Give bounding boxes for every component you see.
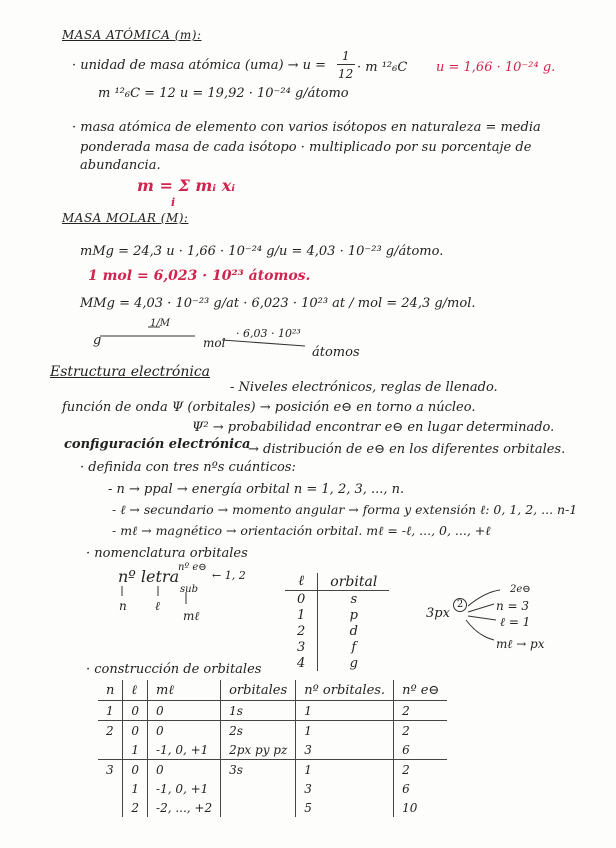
quantum-number-n: - n → ppal → energía orbital n = 1, 2, 3, ..., n. (108, 482, 405, 497)
col-header-l: ℓ (123, 680, 148, 701)
conversion-atoms: átomos (312, 345, 360, 360)
conversion-mol: mol (203, 336, 226, 350)
table-cell: d (349, 623, 358, 639)
table-cell: 0 (148, 721, 221, 741)
table-cell: 3 (296, 779, 394, 798)
fraction-numerator: 1 (342, 49, 350, 63)
table-cell: 1 (123, 779, 148, 798)
table-row (98, 760, 447, 780)
construction-title: · construcción de orbitales (86, 662, 262, 677)
table-cell (221, 779, 296, 798)
table-cell: 0 (148, 701, 221, 721)
avogadro-definition: 1 mol = 6,023 · 10²³ átomos. (88, 268, 311, 284)
nomenclature-arrow: ← 1, 2 (212, 569, 246, 582)
letter-table-header-orbital: orbital (318, 573, 390, 591)
table-row (98, 779, 447, 798)
table-row (98, 798, 447, 817)
table-cell: 0 (123, 721, 148, 741)
quantum-number-l: - ℓ → secundario → momento angular → forma y extensión ℓ: 0, 1, 2, ... n-1 (112, 502, 578, 517)
isotope-text-1: · masa atómica de elemento con varios isótopos en naturaleza = media (72, 120, 541, 135)
table-cell: s (350, 591, 358, 607)
example-ml: mℓ → px (496, 637, 545, 651)
table-cell: f (351, 639, 357, 655)
nomenclature-formula: nº letra (118, 567, 180, 586)
nomenclature-label-l: ℓ (155, 599, 160, 613)
table-cell: 5 (296, 798, 394, 817)
config-definition: → distribución de e⊖ en los diferentes orbitales. (248, 442, 566, 457)
letter-table-header-l: ℓ (285, 573, 318, 591)
table-cell: 1 (296, 760, 394, 780)
col-header-ml: mℓ (148, 680, 221, 701)
table-cell: 0 (285, 591, 318, 608)
table-cell: 2 (123, 798, 148, 817)
table-cell: 3s (221, 760, 296, 780)
table-cell: 4 (285, 655, 318, 671)
table-cell (98, 798, 123, 817)
col-header-n: n (98, 680, 123, 701)
table-cell: 2 (98, 721, 123, 741)
col-header-orbitales: orbitales (221, 680, 296, 701)
u-value: u = 1,66 · 10⁻²⁴ g. (436, 60, 556, 75)
table-cell: 3 (98, 760, 123, 780)
conversion-factor-avogadro: · 6,03 · 10²³ (236, 327, 301, 340)
example-l: ℓ = 1 (500, 615, 531, 629)
table-cell: p (349, 607, 358, 623)
mg-atom-mass: mMg = 24,3 u · 1,66 · 10⁻²⁴ g/u = 4,03 · 10⁻²³ g/átomo. (80, 244, 444, 259)
table-cell: 2s (221, 721, 296, 741)
nomenclature-sub: sub (180, 584, 198, 595)
example-electrons: 2e⊖ (510, 584, 531, 595)
table-cell: 1s (221, 701, 296, 721)
nomenclature-intro: · nomenclatura orbitales (86, 546, 248, 561)
conversion-factor-top: 1/M (150, 318, 170, 329)
nomenclature-label-n: n (119, 599, 127, 613)
table-cell: 1 (296, 701, 394, 721)
table-cell: 6 (402, 781, 410, 796)
quantum-number-ml: - mℓ → magnético → orientación orbital. mℓ = -ℓ, ..., 0, ..., +ℓ (112, 523, 491, 538)
example-electron-circle: 2 (453, 598, 467, 612)
table-cell: -1, 0, +1 (148, 779, 221, 798)
table-cell: -2, ..., +2 (148, 798, 221, 817)
table-cell (98, 779, 123, 798)
table-cell: 2 (285, 623, 318, 639)
table-cell: 2px py pz (221, 740, 296, 760)
carbon-mass: · m ¹²₆C (357, 60, 408, 75)
uma-definition: · unidad de masa atómica (uma) → u = (72, 58, 327, 73)
table-cell: 0 (123, 701, 148, 721)
section-title-masa-molar: MASA MOLAR (M): (62, 211, 189, 225)
table-cell: 1 (285, 607, 318, 623)
weighted-mass-formula: m = Σ mᵢ xᵢ (137, 176, 236, 195)
wave-function-line: función de onda Ψ (orbitales) → posición e⊖ en torno a núcleo. (62, 400, 476, 415)
col-header-num-orbitales: nº orbitales. (296, 680, 394, 701)
table-cell: 1 (98, 701, 123, 721)
formula-index: i (171, 196, 176, 209)
table-cell: 3 (296, 740, 394, 760)
config-label: configuración electrónica (64, 437, 251, 452)
probability-line: Ψ² → probabilidad encontrar e⊖ en lugar determinado. (192, 420, 555, 435)
table-row (98, 721, 447, 741)
example-n: n = 3 (496, 599, 530, 613)
nomenclature-label-ml: mℓ (183, 609, 200, 623)
table-row (98, 701, 447, 721)
col-header-num-electrons: nº e⊖ (394, 680, 448, 701)
section-title-estructura: Estructura electrónica (50, 364, 211, 380)
table-cell: 3 (285, 639, 318, 655)
conversion-grams: g (93, 333, 102, 348)
carbon-12-mass: m ¹²₆C = 12 u = 19,92 · 10⁻²⁴ g/átomo (98, 86, 349, 101)
table-cell: 1 (296, 721, 394, 741)
table-cell: 2 (402, 703, 410, 718)
table-cell: 10 (402, 800, 418, 815)
orbital-construction-table (98, 680, 447, 817)
table-cell: 0 (123, 760, 148, 780)
table-cell (98, 740, 123, 760)
section-title-masa-atomica: MASA ATÓMICA (m): (62, 28, 202, 42)
table-cell: -1, 0, +1 (148, 740, 221, 760)
isotope-text-2: ponderada masa de cada isótopo · multiplicado por su porcentaje de (80, 140, 532, 155)
table-row (98, 740, 447, 760)
table-cell: 0 (148, 760, 221, 780)
isotope-text-3: abundancia. (80, 158, 161, 173)
table-cell: g (349, 655, 358, 671)
example-orbital-label: 3px (426, 606, 450, 621)
section-subtitle-estructura: - Niveles electrónicos, reglas de llenado. (230, 380, 498, 395)
table-cell: 2 (394, 760, 448, 780)
table-cell: 2 (394, 721, 448, 741)
quantum-numbers-intro: · definida con tres nºs cuánticos: (80, 460, 296, 475)
nomenclature-electrons: nº e⊖ (178, 562, 207, 573)
mg-molar-mass: MMg = 4,03 · 10⁻²³ g/at · 6,023 · 10²³ at / mol = 24,3 g/mol. (80, 296, 476, 311)
table-cell: 6 (402, 742, 410, 757)
fraction-denominator: 12 (338, 67, 354, 81)
table-cell: 1 (123, 740, 148, 760)
table-cell (221, 798, 296, 817)
